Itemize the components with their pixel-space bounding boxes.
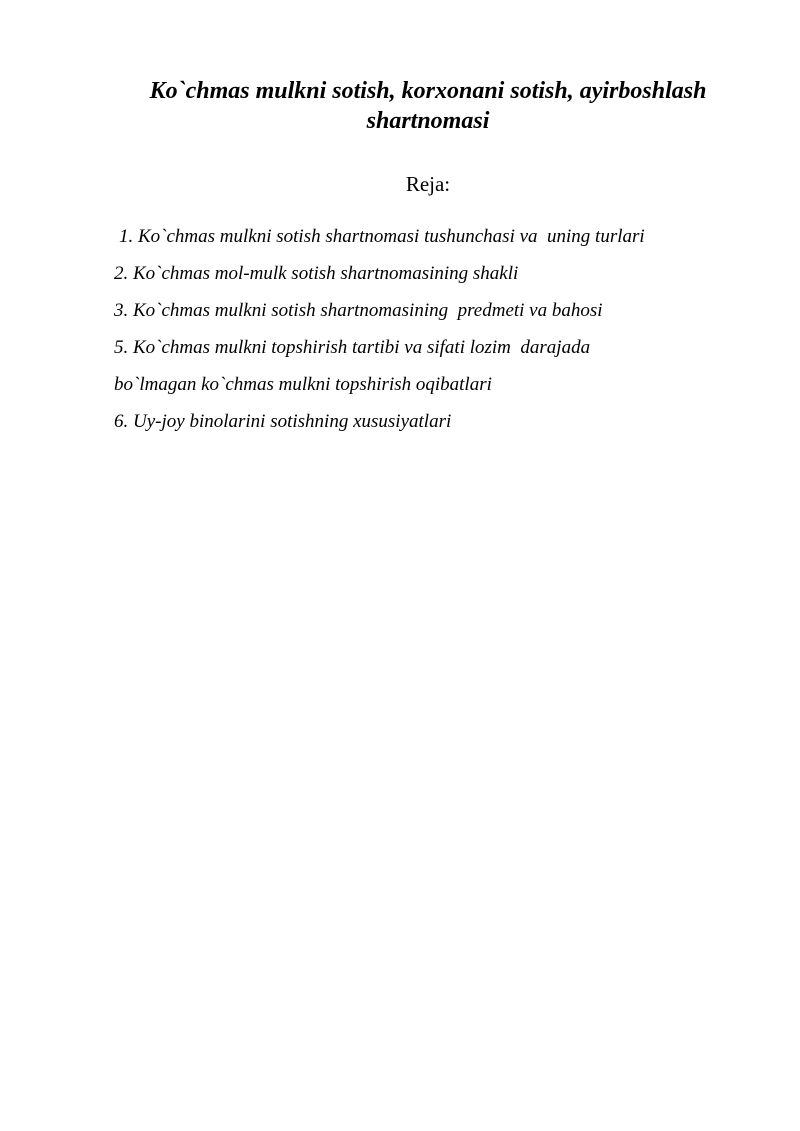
- plan-item-continuation: bo`lmagan ko`chmas mulkni topshirish oqibatlari: [114, 374, 492, 395]
- plan-item: 3. Ko`chmas mulkni sotish shartnomasining predmeti va bahosi: [114, 300, 603, 321]
- document-title: [100, 76, 756, 136]
- plan-item: 1. Ko`chmas mulkni sotish shartnomasi tushunchasi va uning turlari: [119, 226, 645, 247]
- plan-heading: Reja:: [405, 172, 451, 196]
- plan-list: [114, 224, 754, 446]
- plan-item: 2. Ko`chmas mol-mulk sotish shartnomasining shakli: [114, 263, 519, 284]
- plan-item: 5. Ko`chmas mulkni topshirish tartibi va sifati lozim darajada: [114, 337, 591, 358]
- title-line-2: shartnomasi: [366, 108, 490, 134]
- title-line-1: Ko`chmas mulkni sotish, korxonani sotish, ayirboshlash: [149, 78, 707, 104]
- plan-item: 6. Uy-joy binolarini sotishning xususiyatlari: [114, 411, 452, 432]
